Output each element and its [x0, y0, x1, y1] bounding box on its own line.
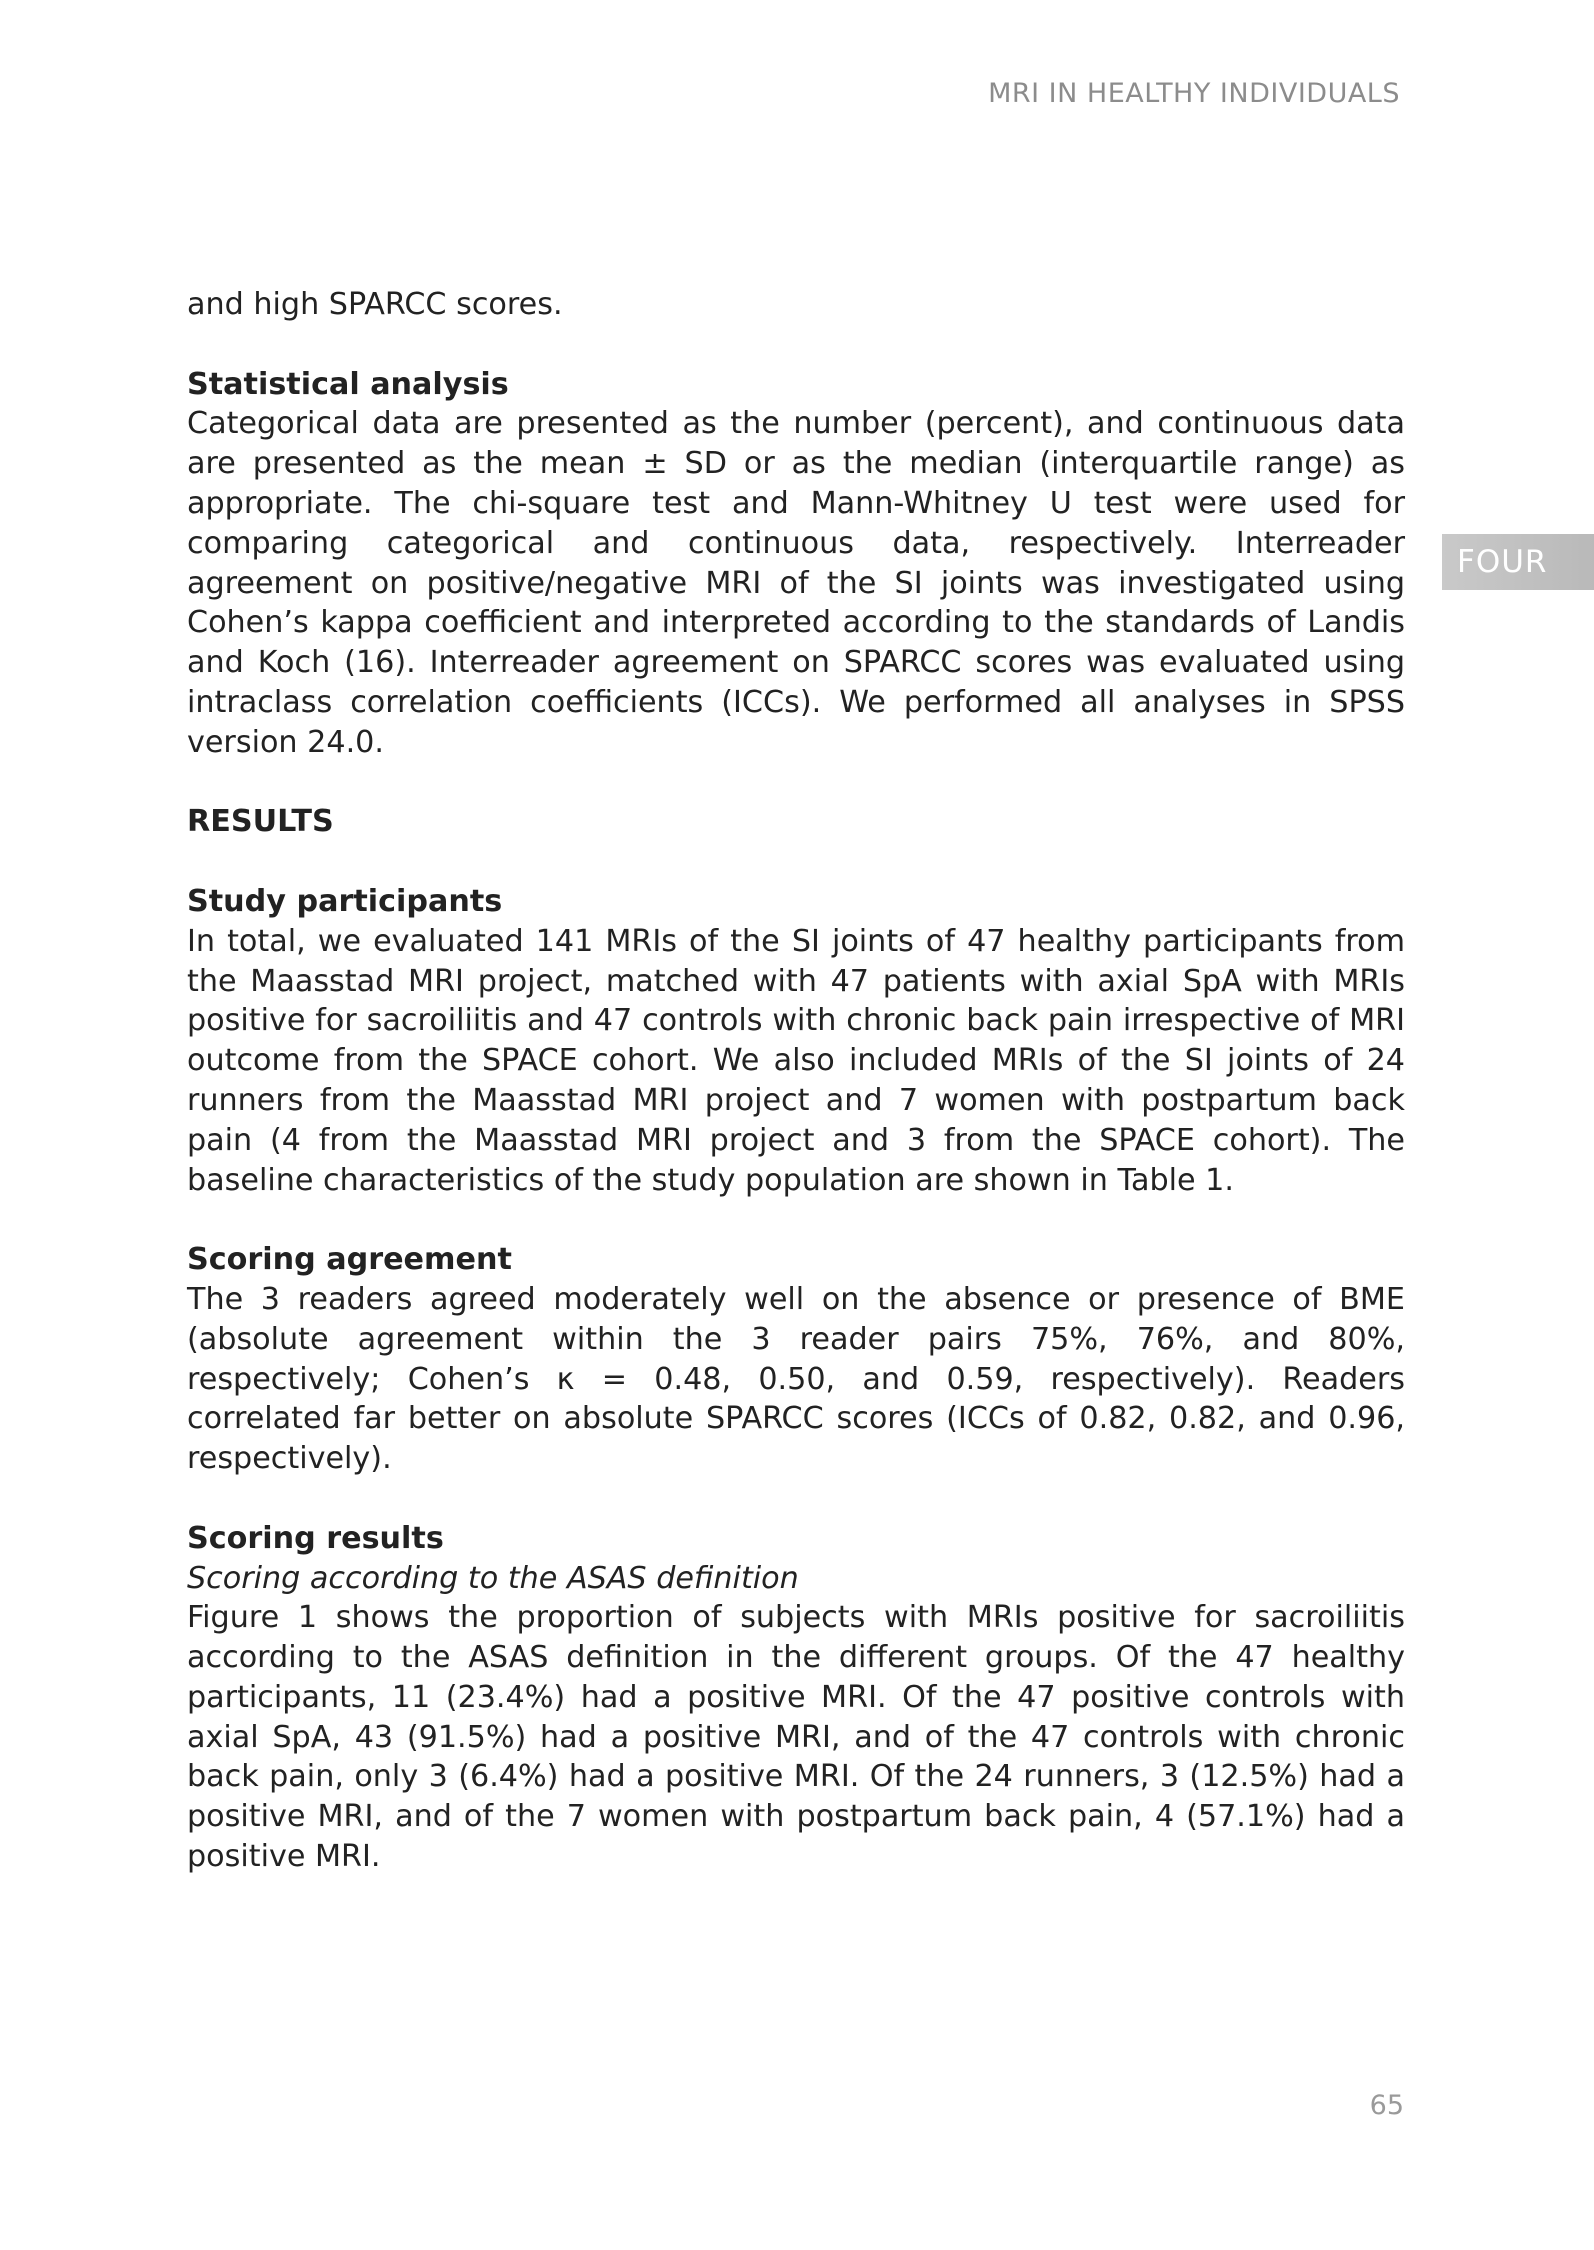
study-participants-heading: Study participants [187, 883, 503, 919]
scoring-agreement-paragraph: The 3 readers agreed moderately well on the absence or presence of BME (absolute agreement within the 3 reader pairs 75%, 76%, and 80%, respectively; Cohen’s κ = 0.48, 0.50, and 0.59, respectively). Readers correlated far better on absolute SPARCC scores (ICCs of 0.82, 0.82, and 0.96, respectively). [187, 1281, 1405, 1477]
scoring-results-heading: Scoring results [187, 1520, 444, 1556]
running-header: MRI IN HEALTHY INDIVIDUALS [988, 78, 1400, 109]
intro-fragment: and high SPARCC scores. [187, 287, 563, 322]
chapter-tab-label: FOUR [1457, 544, 1548, 580]
statistical-analysis-paragraph: Categorical data are presented as the number (percent), and continuous data are presented as the mean ± SD or as the median (interquartile range) as appropriate. The chi-square test and Mann-Whitney U test were used for comparing categorical and continuous data, respectively. Interreader agreement on positive/negative MRI of the SI joints was investigated using Cohen’s kappa coefficient and interpreted according to the standards of Landis and Koch (16). Interreader agreement on SPARCC scores was evaluated using intraclass correlation coefficients (ICCs). We performed all analyses in SPSS version 24.0. [187, 406, 1405, 760]
chapter-tab [1442, 534, 1594, 590]
study-participants-paragraph: In total, we evaluated 141 MRIs of the SI joints of 47 healthy participants from the Maasstad MRI project, matched with 47 patients with axial SpA with MRIs positive for sacroiliitis and 47 controls with chronic back pain irrespective of MRI outcome from the SPACE cohort. We also included MRIs of the SI joints of 24 runners from the Maasstad MRI project and 7 women with postpartum back pain (4 from the Maasstad MRI project and 3 from the SPACE cohort). The baseline characteristics of the study population are shown in Table 1. [187, 923, 1405, 1198]
scoring-agreement-heading: Scoring agreement [187, 1242, 512, 1278]
page-number: 65 [1369, 2090, 1404, 2121]
asas-definition-subheading: Scoring according to the ASAS definition [187, 1560, 799, 1596]
results-heading: RESULTS [187, 804, 334, 840]
page-body [187, 285, 1405, 1877]
scoring-results-paragraph: Figure 1 shows the proportion of subjects with MRIs positive for sacroiliitis according to the ASAS definition in the different groups. Of the 47 healthy participants, 11 (23.4%) had a positive MRI. Of the 47 positive controls with axial SpA, 43 (91.5%) had a positive MRI, and of the 47 controls with chronic back pain, only 3 (6.4%) had a positive MRI. Of the 24 runners, 3 (12.5%) had a positive MRI, and of the 7 women with postpartum back pain, 4 (57.1%) had a positive MRI. [187, 1600, 1405, 1875]
statistical-analysis-heading: Statistical analysis [187, 366, 509, 402]
